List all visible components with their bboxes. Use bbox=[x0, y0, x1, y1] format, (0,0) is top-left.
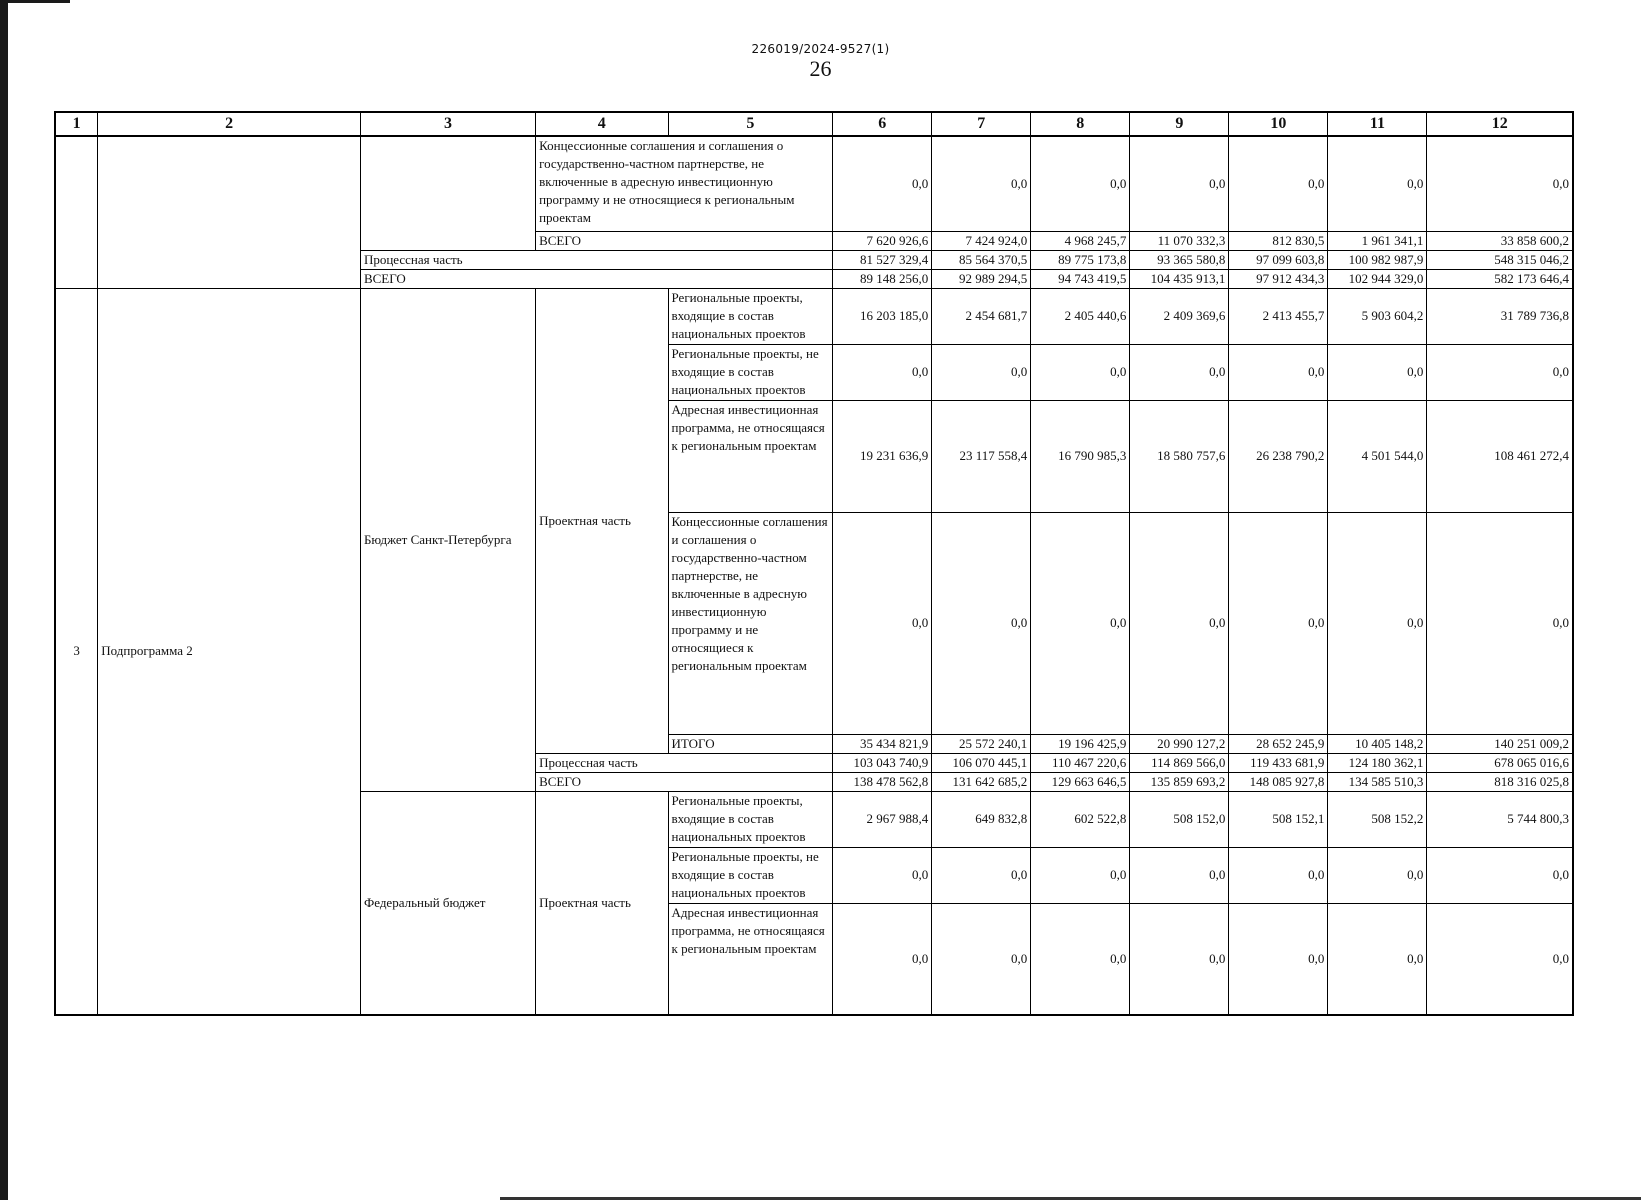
value-cell: 0,0 bbox=[1427, 903, 1573, 1015]
value-cell: 0,0 bbox=[1328, 136, 1427, 231]
value-cell: 0,0 bbox=[932, 136, 1031, 231]
row-label: Адресная инвестиционная программа, не относящаяся к региональным проектам bbox=[668, 903, 833, 1015]
value-cell: 0,0 bbox=[1031, 903, 1130, 1015]
value-cell: 0,0 bbox=[1031, 344, 1130, 400]
value-cell: 28 652 245,9 bbox=[1229, 734, 1328, 753]
budget-table bbox=[54, 111, 1574, 1016]
value-cell: 2 454 681,7 bbox=[932, 288, 1031, 344]
value-cell: 508 152,2 bbox=[1328, 791, 1427, 847]
value-cell: 16 790 985,3 bbox=[1031, 400, 1130, 512]
value-cell: 134 585 510,3 bbox=[1328, 772, 1427, 791]
value-cell: 129 663 646,5 bbox=[1031, 772, 1130, 791]
value-cell: 0,0 bbox=[1328, 344, 1427, 400]
value-cell: 85 564 370,5 bbox=[932, 250, 1031, 269]
value-cell: 548 315 046,2 bbox=[1427, 250, 1573, 269]
value-cell: 35 434 821,9 bbox=[833, 734, 932, 753]
value-cell: 0,0 bbox=[1328, 847, 1427, 903]
source-cell-spb: Бюджет Санкт-Петербурга bbox=[360, 288, 535, 791]
value-cell: 16 203 185,0 bbox=[833, 288, 932, 344]
value-cell: 0,0 bbox=[1130, 847, 1229, 903]
value-cell: 25 572 240,1 bbox=[932, 734, 1031, 753]
column-header: 11 bbox=[1328, 112, 1427, 136]
row-label: Региональные проекты, не входящие в состав национальных проектов bbox=[668, 847, 833, 903]
value-cell: 124 180 362,1 bbox=[1328, 753, 1427, 772]
value-cell: 0,0 bbox=[1229, 512, 1328, 734]
row-label: Процессная часть bbox=[536, 753, 833, 772]
column-header: 8 bbox=[1031, 112, 1130, 136]
value-cell: 0,0 bbox=[833, 344, 932, 400]
value-cell: 0,0 bbox=[1130, 136, 1229, 231]
value-cell: 0,0 bbox=[1130, 903, 1229, 1015]
value-cell: 649 832,8 bbox=[932, 791, 1031, 847]
value-cell: 0,0 bbox=[1130, 344, 1229, 400]
row-number-cell: 3 bbox=[55, 288, 98, 1015]
document-number: 226019/2024-9527(1) bbox=[751, 42, 890, 56]
value-cell: 103 043 740,9 bbox=[833, 753, 932, 772]
value-cell: 93 365 580,8 bbox=[1130, 250, 1229, 269]
value-cell: 7 424 924,0 bbox=[932, 231, 1031, 250]
column-header: 3 bbox=[360, 112, 535, 136]
row-label: Региональные проекты, входящие в состав национальных проектов bbox=[668, 288, 833, 344]
column-header: 2 bbox=[98, 112, 361, 136]
row-label: Региональные проекты, не входящие в состав национальных проектов bbox=[668, 344, 833, 400]
value-cell: 0,0 bbox=[833, 136, 932, 231]
value-cell: 23 117 558,4 bbox=[932, 400, 1031, 512]
value-cell: 11 070 332,3 bbox=[1130, 231, 1229, 250]
value-cell: 108 461 272,4 bbox=[1427, 400, 1573, 512]
value-cell: 4 968 245,7 bbox=[1031, 231, 1130, 250]
column-header: 9 bbox=[1130, 112, 1229, 136]
value-cell: 97 099 603,8 bbox=[1229, 250, 1328, 269]
value-cell: 2 967 988,4 bbox=[833, 791, 932, 847]
program-name-cell: Подпрограмма 2 bbox=[98, 288, 361, 1015]
value-cell: 33 858 600,2 bbox=[1427, 231, 1573, 250]
value-cell: 678 065 016,6 bbox=[1427, 753, 1573, 772]
row-label: Региональные проекты, входящие в состав национальных проектов bbox=[668, 791, 833, 847]
value-cell: 508 152,1 bbox=[1229, 791, 1328, 847]
value-cell: 110 467 220,6 bbox=[1031, 753, 1130, 772]
row-label: Концессионные соглашения и соглашения о государственно-частном партнерстве, не включенные в адресную инвестиционную программу и не относящиеся к региональным проектам bbox=[536, 136, 833, 231]
value-cell: 1 961 341,1 bbox=[1328, 231, 1427, 250]
value-cell: 97 912 434,3 bbox=[1229, 269, 1328, 288]
value-cell: 0,0 bbox=[1031, 136, 1130, 231]
value-cell: 119 433 681,9 bbox=[1229, 753, 1328, 772]
value-cell: 812 830,5 bbox=[1229, 231, 1328, 250]
value-cell: 0,0 bbox=[833, 512, 932, 734]
value-cell: 0,0 bbox=[1427, 344, 1573, 400]
value-cell: 4 501 544,0 bbox=[1328, 400, 1427, 512]
value-cell: 0,0 bbox=[1031, 512, 1130, 734]
row-label: ВСЕГО bbox=[360, 269, 832, 288]
value-cell: 19 196 425,9 bbox=[1031, 734, 1130, 753]
value-cell: 0,0 bbox=[1130, 512, 1229, 734]
value-cell: 26 238 790,2 bbox=[1229, 400, 1328, 512]
value-cell: 2 409 369,6 bbox=[1130, 288, 1229, 344]
value-cell: 0,0 bbox=[932, 903, 1031, 1015]
value-cell: 0,0 bbox=[1427, 847, 1573, 903]
column-header: 12 bbox=[1427, 112, 1573, 136]
value-cell: 0,0 bbox=[1328, 512, 1427, 734]
value-cell: 2 405 440,6 bbox=[1031, 288, 1130, 344]
value-cell: 89 148 256,0 bbox=[833, 269, 932, 288]
value-cell: 19 231 636,9 bbox=[833, 400, 932, 512]
scan-edge-left bbox=[0, 0, 8, 1200]
value-cell: 106 070 445,1 bbox=[932, 753, 1031, 772]
row-label: Адресная инвестиционная программа, не относящаяся к региональным проектам bbox=[668, 400, 833, 512]
value-cell: 92 989 294,5 bbox=[932, 269, 1031, 288]
value-cell: 0,0 bbox=[1427, 512, 1573, 734]
value-cell: 0,0 bbox=[932, 512, 1031, 734]
value-cell: 818 316 025,8 bbox=[1427, 772, 1573, 791]
value-cell: 2 413 455,7 bbox=[1229, 288, 1328, 344]
row-number-cell bbox=[55, 136, 98, 288]
source-cell bbox=[360, 136, 535, 250]
row-label: Процессная часть bbox=[360, 250, 832, 269]
scan-edge-top bbox=[0, 0, 70, 3]
value-cell: 18 580 757,6 bbox=[1130, 400, 1229, 512]
row-label: ИТОГО bbox=[668, 734, 833, 753]
value-cell: 81 527 329,4 bbox=[833, 250, 932, 269]
part-cell: Проектная часть bbox=[536, 288, 668, 753]
value-cell: 89 775 173,8 bbox=[1031, 250, 1130, 269]
value-cell: 148 085 927,8 bbox=[1229, 772, 1328, 791]
value-cell: 5 903 604,2 bbox=[1328, 288, 1427, 344]
value-cell: 104 435 913,1 bbox=[1130, 269, 1229, 288]
value-cell: 0,0 bbox=[1229, 903, 1328, 1015]
value-cell: 0,0 bbox=[1328, 903, 1427, 1015]
value-cell: 0,0 bbox=[833, 847, 932, 903]
value-cell: 0,0 bbox=[1427, 136, 1573, 231]
value-cell: 0,0 bbox=[1229, 136, 1328, 231]
value-cell: 31 789 736,8 bbox=[1427, 288, 1573, 344]
value-cell: 0,0 bbox=[932, 847, 1031, 903]
value-cell: 508 152,0 bbox=[1130, 791, 1229, 847]
part-cell: Проектная часть bbox=[536, 791, 668, 1015]
value-cell: 100 982 987,9 bbox=[1328, 250, 1427, 269]
table-row bbox=[55, 288, 1573, 344]
value-cell: 0,0 bbox=[1229, 344, 1328, 400]
value-cell: 0,0 bbox=[932, 344, 1031, 400]
column-header: 7 bbox=[932, 112, 1031, 136]
value-cell: 94 743 419,5 bbox=[1031, 269, 1130, 288]
program-name-cell bbox=[98, 136, 361, 288]
column-header: 10 bbox=[1229, 112, 1328, 136]
column-header: 5 bbox=[668, 112, 833, 136]
value-cell: 10 405 148,2 bbox=[1328, 734, 1427, 753]
value-cell: 20 990 127,2 bbox=[1130, 734, 1229, 753]
page-number: 26 bbox=[809, 56, 832, 81]
value-cell: 102 944 329,0 bbox=[1328, 269, 1427, 288]
source-cell-federal: Федеральный бюджет bbox=[360, 791, 535, 1015]
column-header-row bbox=[55, 112, 1573, 136]
value-cell: 140 251 009,2 bbox=[1427, 734, 1573, 753]
column-header: 1 bbox=[55, 112, 98, 136]
value-cell: 0,0 bbox=[833, 903, 932, 1015]
value-cell: 135 859 693,2 bbox=[1130, 772, 1229, 791]
row-label: ВСЕГО bbox=[536, 772, 833, 791]
value-cell: 602 522,8 bbox=[1031, 791, 1130, 847]
table-row bbox=[55, 136, 1573, 231]
column-header: 6 bbox=[833, 112, 932, 136]
value-cell: 138 478 562,8 bbox=[833, 772, 932, 791]
value-cell: 582 173 646,4 bbox=[1427, 269, 1573, 288]
value-cell: 5 744 800,3 bbox=[1427, 791, 1573, 847]
value-cell: 0,0 bbox=[1229, 847, 1328, 903]
value-cell: 7 620 926,6 bbox=[833, 231, 932, 250]
row-label: ВСЕГО bbox=[536, 231, 833, 250]
column-header: 4 bbox=[536, 112, 668, 136]
value-cell: 114 869 566,0 bbox=[1130, 753, 1229, 772]
row-label: Концессионные соглашения и соглашения о государственно-частном партнерстве, не включенные в адресную инвестиционную программу и не относящиеся к региональным проектам bbox=[668, 512, 833, 734]
value-cell: 131 642 685,2 bbox=[932, 772, 1031, 791]
value-cell: 0,0 bbox=[1031, 847, 1130, 903]
